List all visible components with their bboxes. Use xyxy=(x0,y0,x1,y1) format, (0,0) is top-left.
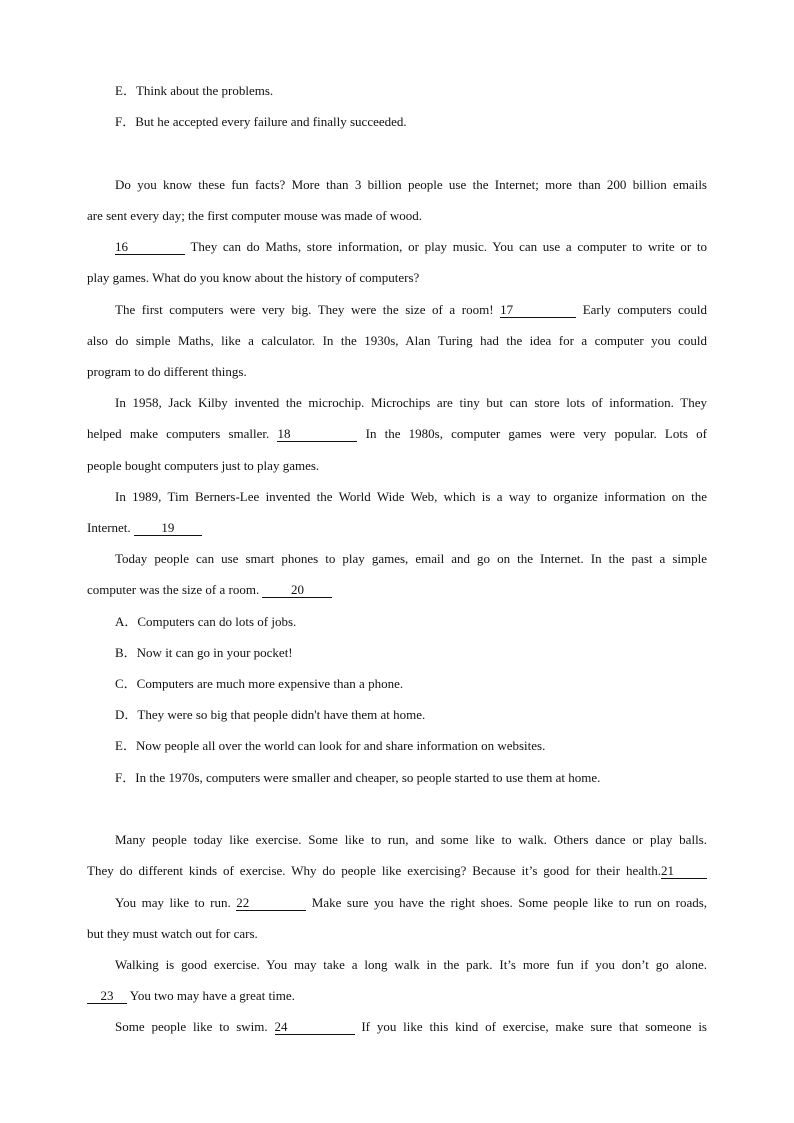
option-letter: F． xyxy=(115,114,136,129)
option-letter: D． xyxy=(115,707,138,722)
answer-blank-17[interactable]: 17 xyxy=(500,303,576,318)
option-letter: E． xyxy=(115,738,136,753)
answer-blank-20[interactable]: 20 xyxy=(262,583,332,598)
paragraph-line xyxy=(87,987,707,1005)
option-text: Now people all over the world can look for and share information on websites. xyxy=(135,738,546,753)
answer-blank-24[interactable]: 24 xyxy=(275,1020,355,1035)
sentence-text: helped make computers smaller. xyxy=(87,426,270,441)
answer-blank-21[interactable]: 21 xyxy=(661,864,707,879)
paragraph-line: Today people can use smart phones to play games, email and go on the Internet. In the past a simple xyxy=(115,551,707,566)
sentence-text: The first computers were very big. They were the size of a room! xyxy=(115,302,494,317)
option-f[interactable] xyxy=(115,769,707,787)
option-text: They were so big that people didn't have them at home. xyxy=(137,707,426,722)
paragraph-line: also do simple Maths, like a calculator. In the 1930s, Alan Turing had the idea for a computer you could xyxy=(87,333,707,348)
paragraph-line xyxy=(87,425,707,443)
paragraph-line xyxy=(87,862,707,880)
option-b[interactable] xyxy=(115,644,707,662)
sentence-text: Make sure you have the right shoes. Some people like to run on roads, xyxy=(311,895,708,910)
sentence-text: They do different kinds of exercise. Why do people like exercising? Because it’s good for their health. xyxy=(87,863,661,878)
paragraph-line xyxy=(115,894,707,912)
option-d[interactable] xyxy=(115,706,707,724)
paragraph-line: In 1989, Tim Berners-Lee invented the World Wide Web, which is a way to organize information on the xyxy=(115,489,707,504)
answer-blank-23[interactable]: 23 xyxy=(87,989,127,1004)
option-e-prev xyxy=(115,82,707,100)
sentence-text: Internet. xyxy=(87,520,131,535)
sentence-text: If you like this kind of exercise, make sure that someone is xyxy=(361,1019,707,1034)
paragraph-line: Do you know these fun facts? More than 3 billion people use the Internet; more than 200 billion emails xyxy=(115,177,707,192)
sentence-text: Early computers could xyxy=(582,302,708,317)
paragraph-line xyxy=(115,1018,707,1036)
option-text: Computers are much more expensive than a phone. xyxy=(136,676,404,691)
option-c[interactable] xyxy=(115,675,707,693)
option-a[interactable] xyxy=(115,613,707,631)
paragraph-line xyxy=(87,581,707,599)
option-letter: C． xyxy=(115,676,137,691)
answer-blank-16[interactable]: 16 xyxy=(115,240,185,255)
sentence-text: You two may have a great time. xyxy=(129,988,295,1003)
option-text: Computers can do lots of jobs. xyxy=(137,614,297,629)
paragraph-line xyxy=(115,301,707,319)
sentence-text: Some people like to swim. xyxy=(115,1019,268,1034)
paragraph-line xyxy=(115,238,707,256)
option-text: Think about the problems. xyxy=(135,83,274,98)
option-text: In the 1970s, computers were smaller and cheaper, so people started to use them at home. xyxy=(135,770,601,785)
answer-blank-22[interactable]: 22 xyxy=(236,896,306,911)
paragraph-line: Many people today like exercise. Some like to run, and some like to walk. Others dance or play balls. xyxy=(115,832,707,847)
option-letter: A． xyxy=(115,614,138,629)
sentence-text: They can do Maths, store information, or play music. You can use a computer to write or to xyxy=(190,239,708,254)
paragraph-line: people bought computers just to play games. xyxy=(87,458,320,473)
answer-blank-18[interactable]: 18 xyxy=(277,427,357,442)
sentence-text: In the 1980s, computer games were very popular. Lots of xyxy=(365,426,707,441)
paragraph-line: play games. What do you know about the history of computers? xyxy=(87,270,420,285)
sentence-text: computer was the size of a room. xyxy=(87,582,260,597)
option-letter: B． xyxy=(115,645,137,660)
paragraph-line: but they must watch out for cars. xyxy=(87,926,258,941)
option-letter: E． xyxy=(115,83,136,98)
option-text: Now it can go in your pocket! xyxy=(136,645,293,660)
paragraph-line xyxy=(87,519,707,537)
option-letter: F． xyxy=(115,770,136,785)
option-f-prev xyxy=(115,113,707,131)
paragraph-line: program to do different things. xyxy=(87,364,247,379)
option-text: But he accepted every failure and finally succeeded. xyxy=(135,114,407,129)
answer-blank-19[interactable]: 19 xyxy=(134,521,202,536)
paragraph-line: are sent every day; the first computer mouse was made of wood. xyxy=(87,208,423,223)
option-e[interactable] xyxy=(115,737,707,755)
sentence-text: You may like to run. xyxy=(115,895,231,910)
paragraph-line: Walking is good exercise. You may take a long walk in the park. It’s more fun if you don’t go alone. xyxy=(115,957,707,972)
paragraph-line: In 1958, Jack Kilby invented the microchip. Microchips are tiny but can store lots of information. They xyxy=(115,395,707,410)
